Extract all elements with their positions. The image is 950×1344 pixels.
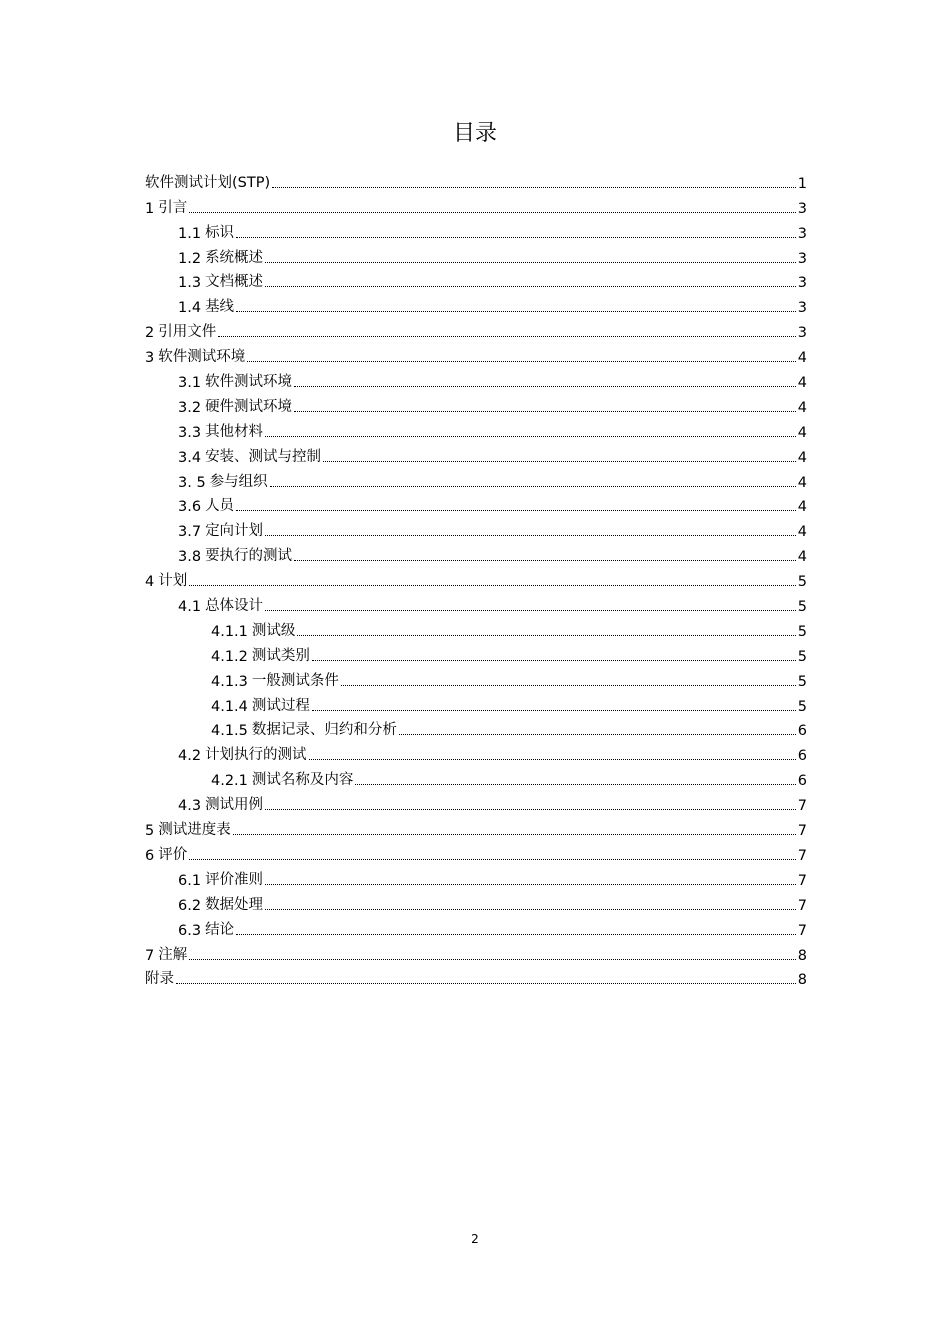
toc-entry[interactable] — [145, 964, 807, 989]
toc-entry-page: 4 — [797, 549, 807, 566]
toc-entry[interactable] — [145, 341, 807, 366]
toc-entry-number: 6 — [145, 847, 155, 864]
toc-entry[interactable] — [145, 192, 807, 217]
toc-entry-title: 要执行的测试 — [205, 548, 293, 565]
toc-dot-leader — [265, 600, 796, 611]
toc-dot-leader — [270, 476, 796, 487]
toc-entry-title: 安装、测试与控制 — [205, 448, 322, 465]
toc-entry-number: 1.2 — [178, 250, 202, 267]
toc-entry-title: 标识 — [205, 224, 235, 241]
toc-entry[interactable] — [145, 789, 807, 814]
toc-entry-page: 4 — [797, 375, 807, 392]
toc-entry[interactable] — [145, 640, 807, 665]
toc-entry[interactable] — [145, 715, 807, 740]
toc-entry-page: 7 — [797, 798, 807, 815]
toc-entry-title: 测试类别 — [251, 647, 310, 664]
toc-entry[interactable] — [145, 316, 807, 341]
toc-dot-leader — [265, 252, 796, 263]
toc-entry-title: 人员 — [205, 498, 235, 515]
toc-entry-number: 4.1.2 — [211, 648, 248, 665]
toc-entry-title: 评价准则 — [205, 871, 264, 888]
toc-entry-page: 3 — [797, 275, 807, 292]
toc-entry-number: 6.2 — [178, 897, 202, 914]
toc-entry-title: 一般测试条件 — [251, 672, 339, 689]
toc-entry-page: 6 — [797, 723, 807, 740]
toc-dot-leader — [236, 924, 796, 935]
toc-dot-leader — [399, 724, 796, 735]
toc-entry-number: 4.2.1 — [211, 773, 248, 790]
toc-entry[interactable] — [145, 366, 807, 391]
toc-entry-title: 引言 — [158, 199, 188, 216]
toc-entry-title: 系统概述 — [205, 249, 264, 266]
toc-entry-number: 4.1.3 — [211, 673, 248, 690]
toc-entry-number: 1.1 — [178, 225, 202, 242]
toc-entry-title: 软件测试计划(STP) — [145, 174, 271, 191]
toc-entry-page: 5 — [797, 599, 807, 616]
toc-entry-title: 注解 — [158, 946, 188, 963]
toc-dot-leader — [236, 500, 796, 511]
toc-entry[interactable] — [145, 466, 807, 491]
toc-entry-title: 软件测试环境 — [205, 374, 293, 391]
toc-dot-leader — [323, 451, 796, 462]
toc-entry-number: 6.3 — [178, 922, 202, 939]
toc-entry-page: 3 — [797, 200, 807, 217]
toc-entry[interactable] — [145, 615, 807, 640]
toc-entry-title: 定向计划 — [205, 523, 264, 540]
toc-entry-title: 引用文件 — [158, 324, 217, 341]
toc-entry-page: 7 — [797, 847, 807, 864]
toc-dot-leader — [189, 849, 796, 860]
toc-entry-page: 3 — [797, 225, 807, 242]
toc-entry-page: 3 — [797, 325, 807, 342]
toc-entry-page: 5 — [797, 648, 807, 665]
toc-dot-leader — [218, 326, 796, 337]
toc-entry[interactable] — [145, 889, 807, 914]
page-number: 2 — [471, 1232, 479, 1246]
toc-entry-page: 4 — [797, 449, 807, 466]
toc-entry-number: 3.2 — [178, 399, 202, 416]
toc-entry[interactable] — [145, 291, 807, 316]
toc-entry-number: 3.4 — [178, 449, 202, 466]
toc-entry[interactable] — [145, 242, 807, 267]
toc-dot-leader — [294, 550, 796, 561]
toc-entry-title: 总体设计 — [205, 598, 264, 615]
toc-dot-leader — [294, 376, 796, 387]
page-title: 目录 — [452, 121, 497, 146]
table-of-contents — [145, 167, 807, 988]
toc-entry-title: 测试用例 — [205, 797, 264, 814]
toc-entry[interactable] — [145, 441, 807, 466]
toc-entry-number: 4.1.1 — [211, 623, 248, 640]
toc-entry-page: 8 — [797, 972, 807, 989]
toc-dot-leader — [265, 899, 796, 910]
toc-entry-page: 3 — [797, 250, 807, 267]
toc-entry[interactable] — [145, 515, 807, 540]
toc-dot-leader — [265, 799, 796, 810]
toc-entry-page: 5 — [797, 623, 807, 640]
toc-entry-number: 4.3 — [178, 798, 202, 815]
toc-entry[interactable] — [145, 391, 807, 416]
toc-entry-title: 其他材料 — [205, 423, 264, 440]
toc-entry-number: 3.6 — [178, 499, 202, 516]
toc-entry-number: 3.8 — [178, 549, 202, 566]
toc-entry-number: 4.1.5 — [211, 723, 248, 740]
toc-entry-title: 软件测试环境 — [158, 349, 246, 366]
toc-entry[interactable] — [145, 217, 807, 242]
toc-entry-title: 结论 — [205, 921, 235, 938]
toc-entry-title: 数据记录、归约和分析 — [251, 722, 397, 739]
toc-entry-number: 3.3 — [178, 424, 202, 441]
toc-dot-leader — [189, 949, 796, 960]
toc-entry-title: 硬件测试环境 — [205, 398, 293, 415]
toc-entry-title: 基线 — [205, 299, 235, 316]
toc-entry-title: 数据处理 — [205, 896, 264, 913]
toc-entry[interactable] — [145, 839, 807, 864]
toc-dot-leader — [233, 824, 796, 835]
toc-entry[interactable] — [145, 565, 807, 590]
toc-entry[interactable] — [145, 914, 807, 939]
toc-entry[interactable] — [145, 590, 807, 615]
toc-entry-title: 附录 — [145, 971, 174, 988]
toc-entry-title: 评价 — [158, 846, 188, 863]
toc-entry[interactable] — [145, 739, 807, 764]
toc-dot-leader — [341, 675, 796, 686]
toc-entry-number: 1 — [145, 200, 155, 217]
toc-entry-page: 5 — [797, 673, 807, 690]
toc-entry-page: 4 — [797, 350, 807, 367]
toc-entry-number: 3. 5 — [178, 474, 206, 491]
toc-entry-number: 4 — [145, 574, 155, 591]
toc-dot-leader — [236, 227, 796, 238]
toc-dot-leader — [265, 874, 796, 885]
toc-entry-page: 4 — [797, 524, 807, 541]
toc-dot-leader — [297, 625, 795, 636]
toc-entry-number: 7 — [145, 947, 155, 964]
toc-entry-title: 测试名称及内容 — [251, 772, 354, 789]
toc-entry[interactable] — [145, 764, 807, 789]
toc-dot-leader — [312, 700, 796, 711]
toc-dot-leader — [265, 525, 796, 536]
toc-entry-title: 计划执行的测试 — [205, 747, 307, 764]
toc-dot-leader — [355, 774, 795, 785]
toc-entry-page: 6 — [797, 748, 807, 765]
toc-entry[interactable] — [145, 540, 807, 565]
toc-entry-number: 1.4 — [178, 300, 202, 317]
toc-entry-page: 7 — [797, 823, 807, 840]
toc-entry-number: 4.2 — [178, 748, 202, 765]
toc-entry-title: 文档概述 — [205, 274, 264, 291]
toc-entry-number: 4.1.4 — [211, 698, 248, 715]
toc-entry-page: 4 — [797, 424, 807, 441]
toc-entry-page: 3 — [797, 300, 807, 317]
toc-entry-page: 5 — [797, 698, 807, 715]
toc-entry-number: 3.7 — [178, 524, 202, 541]
toc-entry-page: 4 — [797, 399, 807, 416]
toc-entry-number: 2 — [145, 325, 155, 342]
toc-entry[interactable] — [145, 665, 807, 690]
toc-entry-page: 4 — [797, 499, 807, 516]
toc-dot-leader — [312, 650, 796, 661]
toc-entry-page: 7 — [797, 872, 807, 889]
toc-entry-title: 测试级 — [251, 622, 296, 639]
toc-entry-number: 5 — [145, 823, 155, 840]
toc-entry-page: 8 — [797, 947, 807, 964]
toc-entry-number: 1.3 — [178, 275, 202, 292]
toc-dot-leader — [294, 401, 796, 412]
toc-entry[interactable] — [145, 690, 807, 715]
toc-entry[interactable] — [145, 267, 807, 292]
toc-entry-number: 4.1 — [178, 599, 202, 616]
toc-entry[interactable] — [145, 491, 807, 516]
toc-dot-leader — [247, 351, 796, 362]
toc-entry[interactable] — [145, 814, 807, 839]
toc-entry-title: 计划 — [158, 573, 188, 590]
toc-dot-leader — [265, 426, 796, 437]
toc-dot-leader — [272, 177, 796, 188]
toc-entry[interactable] — [145, 939, 807, 964]
toc-entry-title: 测试进度表 — [158, 822, 231, 839]
toc-entry-number: 6.1 — [178, 872, 202, 889]
toc-entry-number: 3 — [145, 350, 155, 367]
toc-entry-title: 参与组织 — [209, 473, 268, 490]
toc-dot-leader — [236, 301, 796, 312]
toc-dot-leader — [309, 749, 796, 760]
toc-dot-leader — [176, 973, 796, 984]
toc-entry-page: 7 — [797, 922, 807, 939]
toc-entry-page: 5 — [797, 574, 807, 591]
toc-entry[interactable] — [145, 167, 807, 192]
toc-entry[interactable] — [145, 416, 807, 441]
toc-entry[interactable] — [145, 864, 807, 889]
toc-entry-page: 7 — [797, 897, 807, 914]
toc-entry-page: 4 — [797, 474, 807, 491]
toc-entry-page: 6 — [797, 773, 807, 790]
toc-entry-title: 测试过程 — [251, 697, 310, 714]
toc-dot-leader — [189, 575, 796, 586]
toc-entry-number: 3.1 — [178, 375, 202, 392]
toc-entry-page: 1 — [797, 175, 807, 192]
toc-dot-leader — [189, 202, 796, 213]
toc-dot-leader — [265, 276, 796, 287]
